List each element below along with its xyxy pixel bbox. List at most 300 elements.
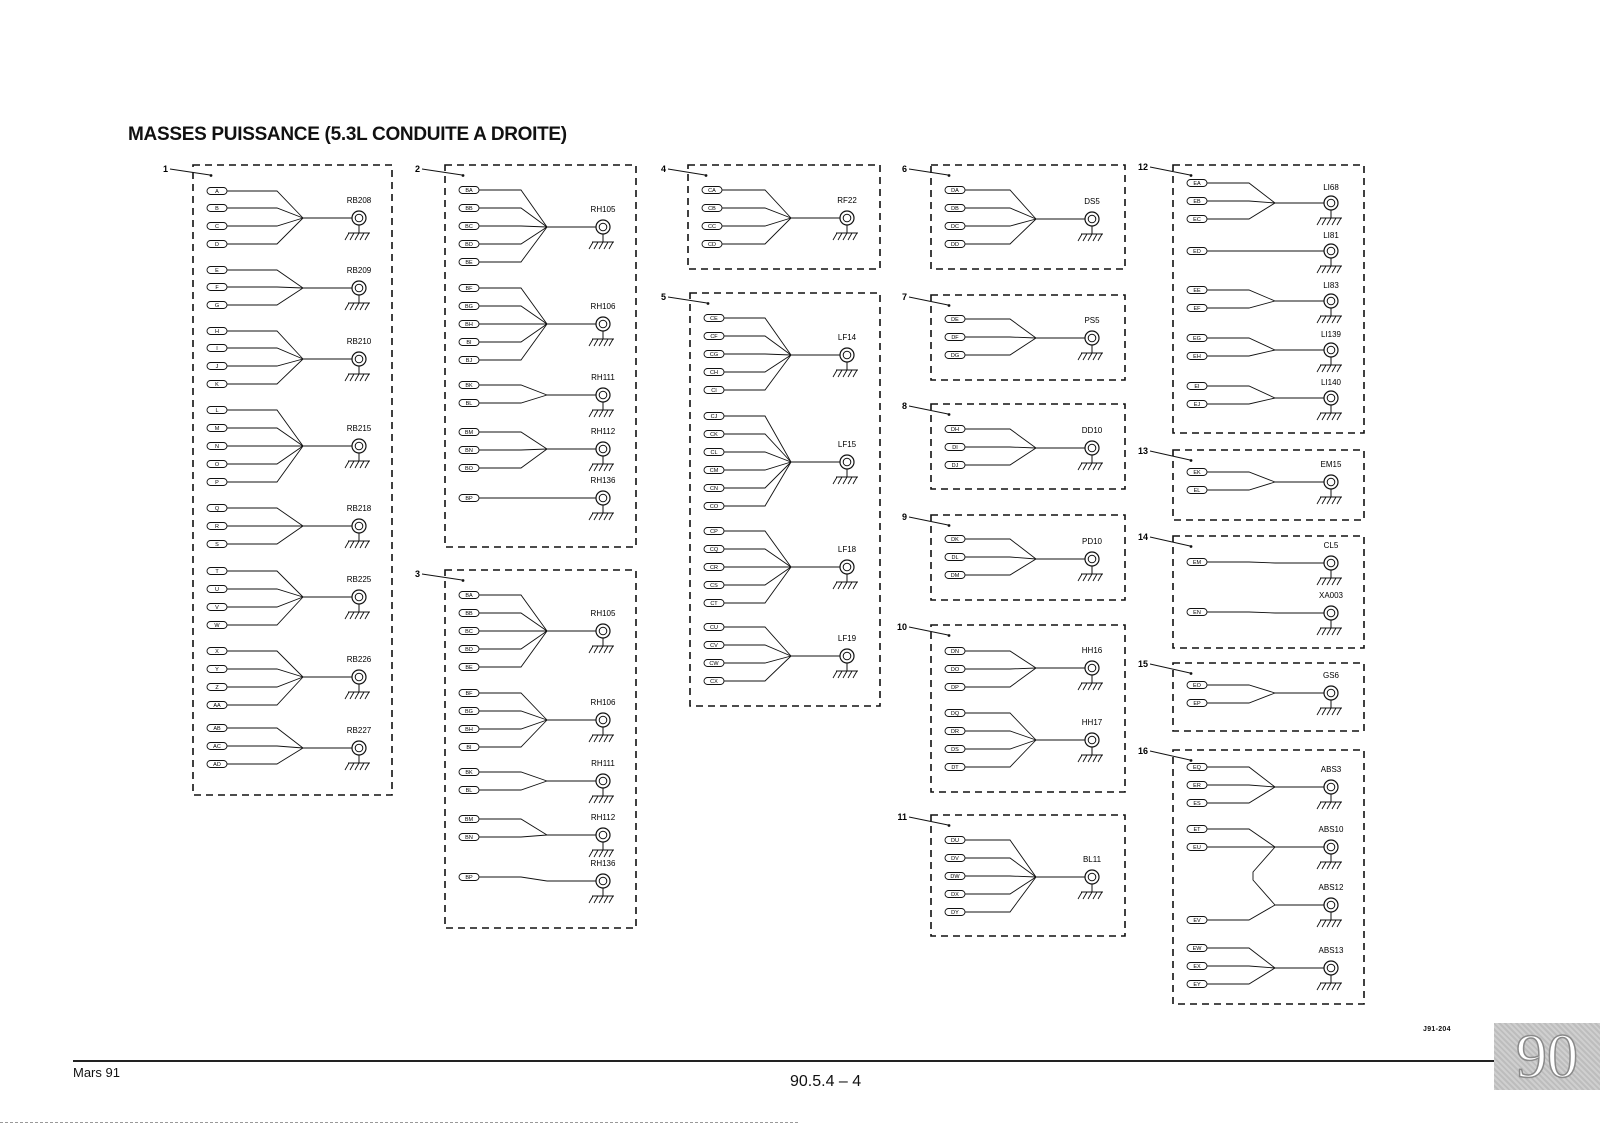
ground-label: ABS12 (1318, 883, 1344, 892)
ground-hatch (589, 735, 593, 742)
ground-group-ABS10 (1187, 825, 1344, 869)
ground-hatch (1322, 983, 1326, 990)
ground-terminal-outer (596, 713, 610, 727)
ground-label: EM15 (1320, 460, 1342, 469)
ground-group-RH136 (459, 476, 616, 520)
ground-hatch (1078, 353, 1082, 360)
ground-hatch (609, 735, 613, 742)
panel-number: 16 (1137, 746, 1148, 756)
ground-hatch (609, 464, 613, 471)
ground-label: DS5 (1084, 197, 1100, 206)
ground-hatch (848, 671, 852, 678)
panel-leader (422, 574, 462, 580)
connector-label: ET (1193, 827, 1201, 833)
ground-hatch (609, 410, 613, 417)
wire (227, 288, 303, 305)
connector-label: CO (709, 504, 719, 510)
connector-label: F (215, 285, 219, 291)
connector-label: DV (951, 856, 959, 862)
panel-6 (902, 164, 1125, 269)
panel-12 (1138, 162, 1364, 433)
wire (479, 306, 547, 324)
connector-label: DF (951, 335, 959, 341)
wire (965, 557, 1036, 559)
connector-label: M (214, 426, 220, 432)
ground-hatch (360, 763, 364, 770)
connector-label: BJ (465, 358, 473, 364)
ground-hatch (360, 692, 364, 699)
ground-hatch (609, 646, 613, 653)
wire (227, 677, 303, 687)
wire (965, 219, 1036, 244)
wire (479, 772, 547, 781)
connector-label: G (214, 303, 220, 309)
connector-label: BC (465, 629, 473, 635)
connector-label: CP (710, 529, 718, 535)
wire (724, 462, 791, 488)
wire (724, 656, 791, 663)
panel-leader (1150, 451, 1190, 460)
connector-label: BN (465, 835, 473, 841)
connector-label: BH (465, 727, 473, 733)
ground-hatch (599, 646, 603, 653)
ground-hatch (1088, 234, 1092, 241)
ground-hatch (604, 646, 608, 653)
wire (479, 877, 547, 881)
panel-number: 2 (414, 164, 420, 174)
ground-hatch (594, 850, 598, 857)
ground-hatch (838, 671, 842, 678)
ground-hatch (1327, 578, 1331, 585)
ground-hatch (1083, 353, 1087, 360)
connector-label: CD (708, 242, 716, 248)
connector-label: DN (951, 649, 959, 655)
connector-label: DR (951, 729, 959, 735)
panel-number: 4 (660, 164, 666, 174)
ground-label: DD10 (1081, 426, 1103, 435)
ground-group-CL5 (1187, 541, 1342, 585)
wire (722, 208, 791, 218)
connector-label: DQ (950, 711, 960, 717)
connector-label: EY (1193, 982, 1201, 988)
panel-16 (1138, 746, 1364, 1004)
connector-label: R (215, 524, 219, 530)
connector-label: BO (465, 466, 473, 472)
wire (1207, 338, 1275, 350)
ground-hatch (1083, 683, 1087, 690)
connector-label: C (215, 224, 219, 230)
ground-hatch (1337, 628, 1341, 635)
panel-leader-tip (948, 413, 951, 416)
wire (1207, 398, 1275, 404)
ground-hatch (1088, 892, 1092, 899)
panel-leader-tip (1190, 545, 1193, 548)
wire (479, 781, 547, 790)
wire (1207, 201, 1275, 203)
wire (965, 337, 1036, 338)
ground-terminal-outer (1085, 661, 1099, 675)
ground-hatch (848, 370, 852, 377)
wire (1207, 203, 1275, 219)
ground-hatch (350, 303, 354, 310)
ground-hatch (599, 464, 603, 471)
wire (1207, 183, 1275, 203)
ground-hatch (604, 735, 608, 742)
ground-hatch (345, 612, 349, 619)
ground-hatch (355, 303, 359, 310)
ground-hatch (345, 461, 349, 468)
connector-label: BK (465, 770, 473, 776)
wire (1207, 612, 1275, 613)
panel-number: 15 (1137, 659, 1148, 669)
ground-hatch (604, 242, 608, 249)
ground-group-LI81 (1187, 231, 1342, 273)
ground-hatch (1337, 413, 1341, 420)
ground-hatch (350, 763, 354, 770)
ground-hatch (843, 370, 847, 377)
ground-label: ABS10 (1318, 825, 1344, 834)
ground-hatch (833, 370, 837, 377)
wire (1207, 829, 1275, 847)
ground-hatch (355, 461, 359, 468)
ground-hatch (1317, 920, 1321, 927)
ground-hatch (355, 233, 359, 240)
panel-15 (1138, 659, 1364, 731)
connector-label: DB (951, 206, 959, 212)
panel-13 (1138, 446, 1364, 520)
ground-hatch (1337, 920, 1341, 927)
panel-8 (902, 401, 1125, 489)
ground-hatch (1327, 802, 1331, 809)
wire (227, 669, 303, 677)
wire (479, 226, 547, 227)
ground-hatch (848, 233, 852, 240)
ground-hatch (609, 513, 613, 520)
ground-terminal-outer (596, 874, 610, 888)
wire (965, 338, 1036, 355)
wire (965, 731, 1036, 740)
wire (965, 448, 1036, 465)
connector-label: CX (710, 679, 718, 685)
connector-label: BN (465, 448, 473, 454)
wire (227, 287, 303, 288)
ground-terminal-outer (596, 220, 610, 234)
ground-label: RB227 (346, 726, 372, 735)
ground-hatch (1093, 234, 1097, 241)
ground-group-LF18 (704, 528, 858, 608)
ground-group-XA003 (1187, 591, 1344, 635)
panel-number: 8 (901, 401, 907, 411)
ground-hatch (1098, 755, 1102, 762)
ground-hatch (1332, 578, 1336, 585)
ground-hatch (853, 370, 857, 377)
connector-label: EB (1193, 199, 1201, 205)
wire (227, 208, 303, 218)
ground-hatch (350, 692, 354, 699)
wire (1207, 482, 1275, 490)
ground-label: ABS3 (1320, 765, 1342, 774)
ground-hatch (843, 582, 847, 589)
ground-group-DS5 (945, 187, 1103, 249)
ground-hatch (594, 646, 598, 653)
ground-terminal-outer (1085, 552, 1099, 566)
ground-hatch (365, 763, 369, 770)
connector-label: CN (710, 486, 718, 492)
ground-group-DD10 (945, 426, 1103, 471)
panel-leader-tip (462, 579, 465, 582)
ground-terminal-outer (596, 442, 610, 456)
ground-group-ABS3 (1187, 764, 1342, 810)
ground-hatch (365, 303, 369, 310)
panel-leader-tip (705, 174, 708, 177)
ground-label: RH105 (590, 609, 616, 618)
panel-leader (422, 169, 462, 175)
connector-label: AD (213, 762, 221, 768)
wire (1207, 968, 1275, 984)
ground-hatch (838, 233, 842, 240)
ground-terminal-outer (840, 211, 854, 225)
ground-hatch (1337, 316, 1341, 323)
ground-hatch (1093, 683, 1097, 690)
connector-label: CJ (710, 414, 718, 420)
ground-hatch (1317, 316, 1321, 323)
wire (722, 218, 791, 244)
ground-hatch (1083, 892, 1087, 899)
wire (724, 452, 791, 462)
ground-terminal-outer (1085, 212, 1099, 226)
panel-14 (1138, 532, 1364, 648)
ground-label: ABS13 (1318, 946, 1344, 955)
wire (724, 336, 791, 355)
ground-label: RH111 (591, 759, 615, 768)
ground-hatch (594, 242, 598, 249)
wire (1207, 350, 1275, 356)
ground-label: RB215 (346, 424, 372, 433)
panel-leader-tip (948, 524, 951, 527)
ground-group-RB215 (207, 407, 372, 487)
connector-label: DG (950, 353, 960, 359)
ground-hatch (1083, 755, 1087, 762)
connector-label: BA (465, 593, 473, 599)
wire (724, 416, 791, 462)
wire (724, 567, 791, 585)
connector-label: L (215, 408, 219, 414)
connector-label: CK (710, 432, 718, 438)
ground-hatch (609, 242, 613, 249)
connector-label: BH (465, 322, 473, 328)
connector-label: BA (465, 188, 473, 194)
ground-hatch (365, 374, 369, 381)
ground-hatch (1332, 802, 1336, 809)
ground-hatch (1327, 365, 1331, 372)
ground-terminal-outer (352, 211, 366, 225)
ground-group-RH111 (459, 373, 615, 417)
wire (479, 613, 547, 631)
footer-rule (73, 1060, 1494, 1062)
wire (479, 720, 547, 747)
panel-leader-tip (948, 174, 951, 177)
scan-edge-rule (0, 1122, 800, 1123)
ground-hatch (589, 796, 593, 803)
footer-date: Mars 91 (73, 1065, 120, 1080)
connector-label: CA (708, 188, 716, 194)
connector-label: BE (465, 665, 473, 671)
wire (1207, 966, 1275, 968)
ground-hatch (1093, 463, 1097, 470)
wire (965, 876, 1036, 877)
wire (479, 208, 547, 227)
connector-label: BI (466, 745, 472, 751)
ground-group-RB227 (207, 725, 372, 771)
ground-hatch (833, 233, 837, 240)
connector-label: BD (465, 647, 473, 653)
connector-label: EU (1193, 845, 1201, 851)
ground-hatch (1332, 862, 1336, 869)
ground-label: LI140 (1320, 378, 1342, 387)
connector-label: CC (708, 224, 716, 230)
ground-hatch (1317, 218, 1321, 225)
ground-hatch (1327, 316, 1331, 323)
panel-7 (902, 292, 1125, 380)
ground-hatch (1332, 628, 1336, 635)
connector-label: DL (951, 555, 959, 561)
ground-hatch (365, 461, 369, 468)
ground-group-RH106 (459, 690, 616, 752)
ground-hatch (1322, 628, 1326, 635)
panel-11 (897, 812, 1125, 936)
panel-leader (909, 627, 948, 635)
ground-label: LF14 (837, 333, 857, 342)
panel-number: 10 (896, 622, 907, 632)
wire (724, 355, 791, 390)
wire (1207, 693, 1275, 703)
section-tab-number: 90 (1516, 1022, 1578, 1091)
ground-terminal-outer (352, 439, 366, 453)
ground-group-RH105 (459, 187, 616, 267)
ground-hatch (1093, 574, 1097, 581)
wire (1207, 767, 1275, 787)
ground-terminal-outer (352, 519, 366, 533)
ground-terminal-outer (840, 348, 854, 362)
wire (965, 740, 1036, 749)
ground-terminal-outer (1324, 686, 1338, 700)
connector-label: BI (466, 340, 472, 346)
ground-hatch (604, 850, 608, 857)
connector-label: BK (465, 383, 473, 389)
ground-hatch (833, 477, 837, 484)
ground-hatch (1093, 892, 1097, 899)
panel-leader (1150, 537, 1190, 546)
ground-hatch (1332, 365, 1336, 372)
wire (724, 354, 791, 355)
wire (479, 819, 547, 835)
wire (965, 877, 1036, 912)
ground-hatch (1337, 578, 1341, 585)
ground-group-RB225 (207, 568, 372, 630)
ground-hatch (350, 612, 354, 619)
ground-label: HH17 (1081, 718, 1103, 727)
ground-hatch (599, 339, 603, 346)
ground-group-PD10 (945, 536, 1103, 582)
ground-hatch (345, 303, 349, 310)
wire (724, 462, 791, 506)
connector-label: EM (1192, 560, 1202, 566)
wire (1207, 472, 1275, 482)
wire (965, 858, 1036, 877)
connector-label: CM (709, 468, 719, 474)
ground-group-PS5 (945, 316, 1103, 361)
ground-label: LI81 (1323, 231, 1339, 240)
ground-terminal-outer (1324, 840, 1338, 854)
connector-label: BB (465, 206, 473, 212)
ground-hatch (599, 796, 603, 803)
connector-label: T (215, 569, 219, 575)
ground-hatch (1078, 463, 1082, 470)
connector-label: D (215, 242, 219, 248)
ground-group-LF15 (704, 413, 858, 511)
ground-hatch (1327, 920, 1331, 927)
ground-hatch (355, 541, 359, 548)
ground-terminal-outer (1324, 196, 1338, 210)
connector-label: A (215, 189, 219, 195)
panel-leader (1150, 167, 1190, 175)
ground-terminal-outer (1085, 441, 1099, 455)
ground-group-ABS12 (1187, 883, 1344, 927)
ground-hatch (1078, 234, 1082, 241)
wire (724, 645, 791, 656)
ground-terminal-outer (1085, 331, 1099, 345)
panel-leader (909, 297, 948, 305)
ground-label: RH106 (590, 698, 616, 707)
ground-label: LF15 (837, 440, 857, 449)
ground-label: RH112 (590, 427, 616, 436)
connector-label: AB (213, 726, 221, 732)
wire (1207, 905, 1275, 920)
ground-hatch (604, 796, 608, 803)
ground-group-RH111 (459, 759, 615, 803)
connector-label: EG (1193, 336, 1201, 342)
connector-label: AA (213, 703, 221, 709)
ground-hatch (848, 582, 852, 589)
connector-label: BG (465, 304, 473, 310)
ground-hatch (360, 541, 364, 548)
ground-hatch (599, 410, 603, 417)
wire (479, 190, 547, 227)
ground-label: RH105 (590, 205, 616, 214)
ground-hatch (589, 410, 593, 417)
connector-label: CT (710, 601, 718, 607)
ground-hatch (604, 896, 608, 903)
ground-hatch (589, 242, 593, 249)
ground-hatch (1322, 365, 1326, 372)
panel-leader (909, 817, 948, 825)
wire (1207, 562, 1275, 563)
ground-hatch (1332, 983, 1336, 990)
wire (479, 449, 547, 450)
connector-label: EJ (1193, 402, 1201, 408)
ground-group-LF14 (704, 315, 858, 395)
ground-label: RH136 (590, 859, 616, 868)
ground-hatch (350, 461, 354, 468)
ground-hatch (1098, 353, 1102, 360)
ground-hatch (1083, 234, 1087, 241)
ground-terminal-outer (1324, 475, 1338, 489)
abs-bridge-wire (1253, 847, 1275, 905)
ground-hatch (1337, 497, 1341, 504)
ground-group-RH136 (459, 859, 616, 903)
ground-hatch (365, 541, 369, 548)
ground-hatch (1332, 920, 1336, 927)
